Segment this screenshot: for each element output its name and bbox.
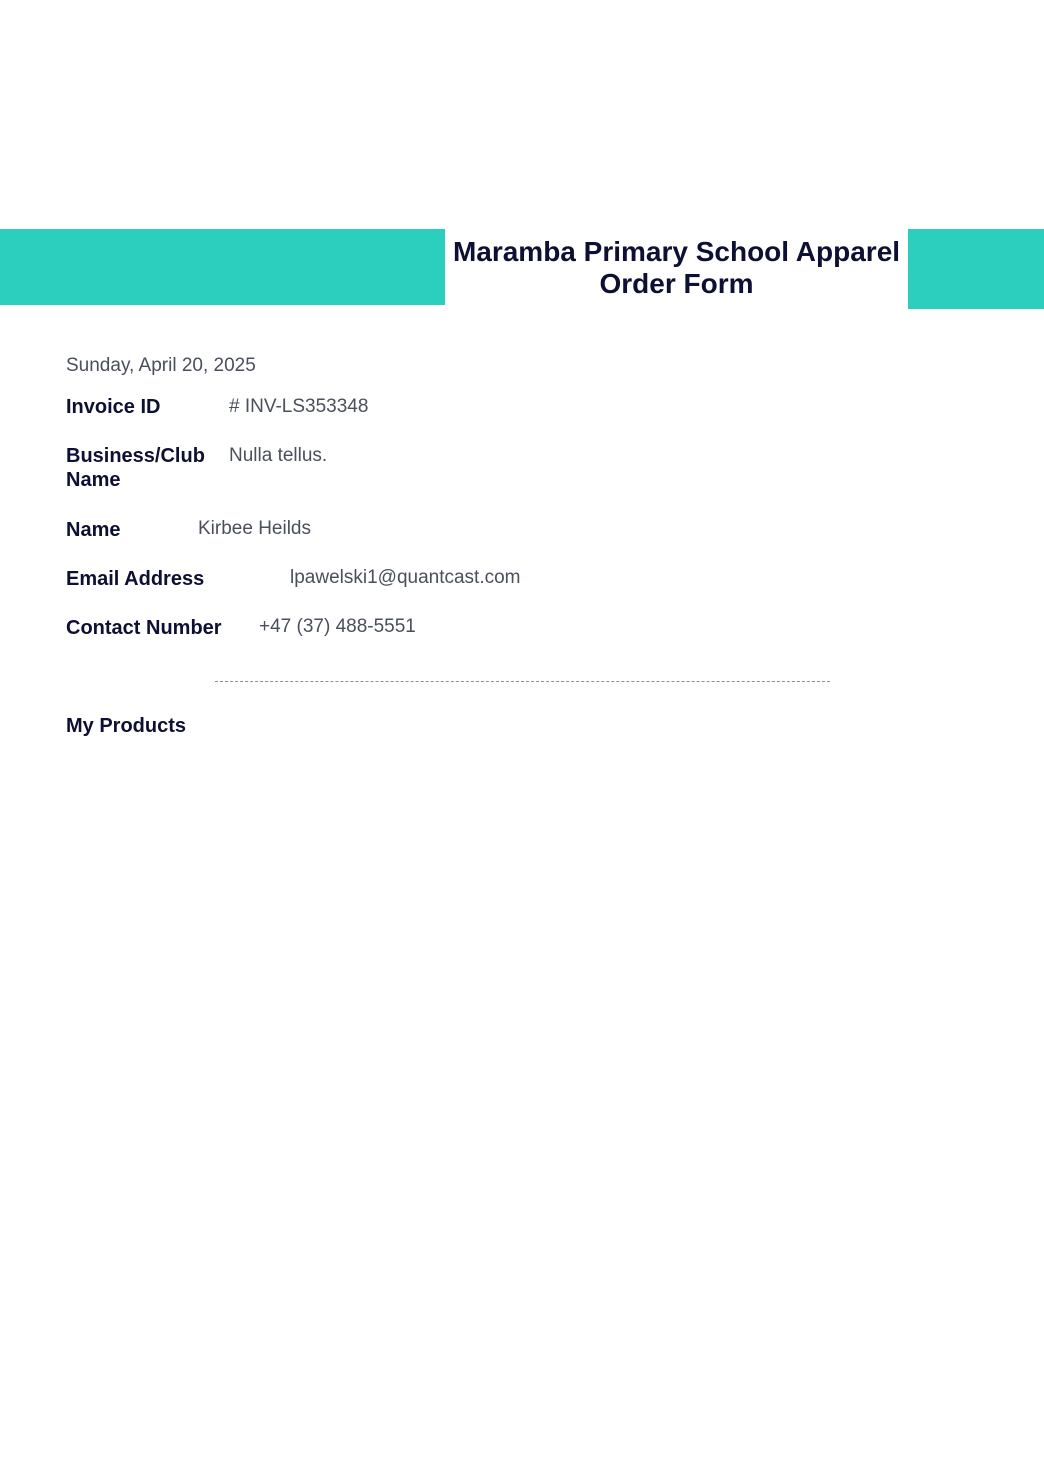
header-accent-band-left xyxy=(0,229,445,305)
email-address-label: Email Address xyxy=(66,568,205,590)
order-date: Sunday, April 20, 2025 xyxy=(66,355,256,376)
page-title: Maramba Primary School Apparel Order Form xyxy=(452,236,901,299)
invoice-id-label: Invoice ID xyxy=(66,396,161,418)
business-club-name-label: Business/Club Name xyxy=(66,445,205,491)
invoice-id-value: # INV-LS353348 xyxy=(229,396,369,417)
contact-number-label: Contact Number xyxy=(66,617,222,639)
name-label: Name xyxy=(66,519,121,541)
name-value: Kirbee Heilds xyxy=(198,518,311,539)
email-address-value: lpawelski1@quantcast.com xyxy=(290,567,521,588)
my-products-heading: My Products xyxy=(66,715,187,737)
business-club-name-value: Nulla tellus. xyxy=(229,445,328,466)
contact-number-value: +47 (37) 488-5551 xyxy=(259,616,416,637)
section-divider xyxy=(215,681,830,682)
header-accent-band-right xyxy=(908,229,1044,309)
